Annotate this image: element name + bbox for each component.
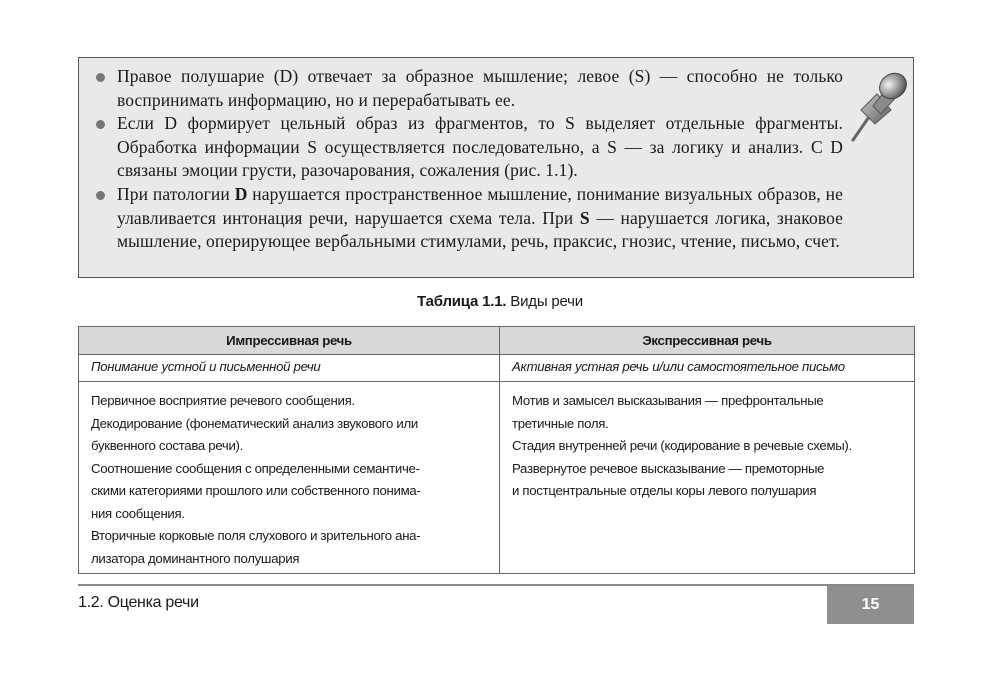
cell-line: Первичное восприятие речевого сообщения. <box>91 393 355 408</box>
cell-line: скими категориями прошлого или собственного понима- <box>91 483 421 498</box>
note-bullet-list <box>93 65 843 254</box>
cell-line: третичные поля. <box>512 415 609 431</box>
table-caption-label: Таблица 1.1. <box>417 293 507 310</box>
table-row <box>79 382 915 574</box>
bullet-text: — нарушается логика, знаковое мышление, оперирующее вербальными стимулами, речь, праксис, гнозис, чтение, письмо, счет. <box>117 207 843 252</box>
bullet-text: S <box>579 207 590 228</box>
cell-line: Развернутое речевое высказывание — премоторные <box>512 460 825 476</box>
expressive-speech-cell <box>500 382 915 574</box>
list-item <box>93 65 843 112</box>
subheader-impressive-speech: Понимание устной и письменной речи <box>79 355 500 382</box>
bullet-text: При патологии <box>117 183 235 204</box>
impressive-speech-cell <box>79 382 500 574</box>
table-subheader-row <box>79 355 915 382</box>
cell-line: Мотив и замысел высказывания — префронтальные <box>512 393 824 408</box>
note-box <box>78 57 914 278</box>
cell-line: Декодирование (фонематический анализ звукового или <box>91 415 418 431</box>
footer-section-title: 1.2. Оценка речи <box>78 594 199 611</box>
bullet-text: нарушается пространственное мышление, понимание визуальных образов, не улавливается интонация речи, нарушается схема тела. При <box>117 183 843 228</box>
bullet-text: Если D формирует цельный образ из фрагментов, то S выделяет отдельные фрагменты. Обработка информации S осуществляется последовательно, а S — за логику и анализ. С D связаны эмоции грусти, разочарования, сожаления (рис. 1.1). <box>117 113 843 181</box>
table-caption <box>0 293 1000 310</box>
table-caption-text: Виды речи <box>506 293 583 310</box>
cell-line: и постцентральные отделы коры левого полушария <box>512 483 817 498</box>
footer-divider <box>78 584 914 586</box>
list-item <box>93 112 843 183</box>
pushpin-icon <box>847 66 909 144</box>
header-expressive-speech: Экспрессивная речь <box>500 327 915 355</box>
table-header-row <box>79 327 915 355</box>
cell-line: Вторичные корковые поля слухового и зрительного ана- <box>91 528 421 543</box>
bullet-text: Правое полушарие (D) отвечает за образное мышление; левое (S) — способно не только воспринимать информацию, но и перерабатывать ее. <box>117 66 843 110</box>
bullet-text: D <box>234 183 248 204</box>
list-item <box>93 183 843 254</box>
cell-line: ния сообщения. <box>91 505 185 521</box>
cell-line: Соотношение сообщения с определенными семантиче- <box>91 460 420 476</box>
subheader-expressive-speech: Активная устная речь и/или самостоятельное письмо <box>500 355 915 382</box>
cell-line: лизатора доминантного полушария <box>91 550 300 566</box>
page-number: 15 <box>827 586 914 624</box>
cell-line: буквенного состава речи). <box>91 438 244 453</box>
cell-line: Стадия внутренней речи (кодирование в речевые схемы). <box>512 438 852 453</box>
header-impressive-speech: Импрессивная речь <box>79 327 500 355</box>
bullet-dot-icon <box>96 191 105 200</box>
speech-types-table <box>78 326 915 574</box>
bullet-dot-icon <box>96 73 105 82</box>
bullet-dot-icon <box>96 120 105 129</box>
